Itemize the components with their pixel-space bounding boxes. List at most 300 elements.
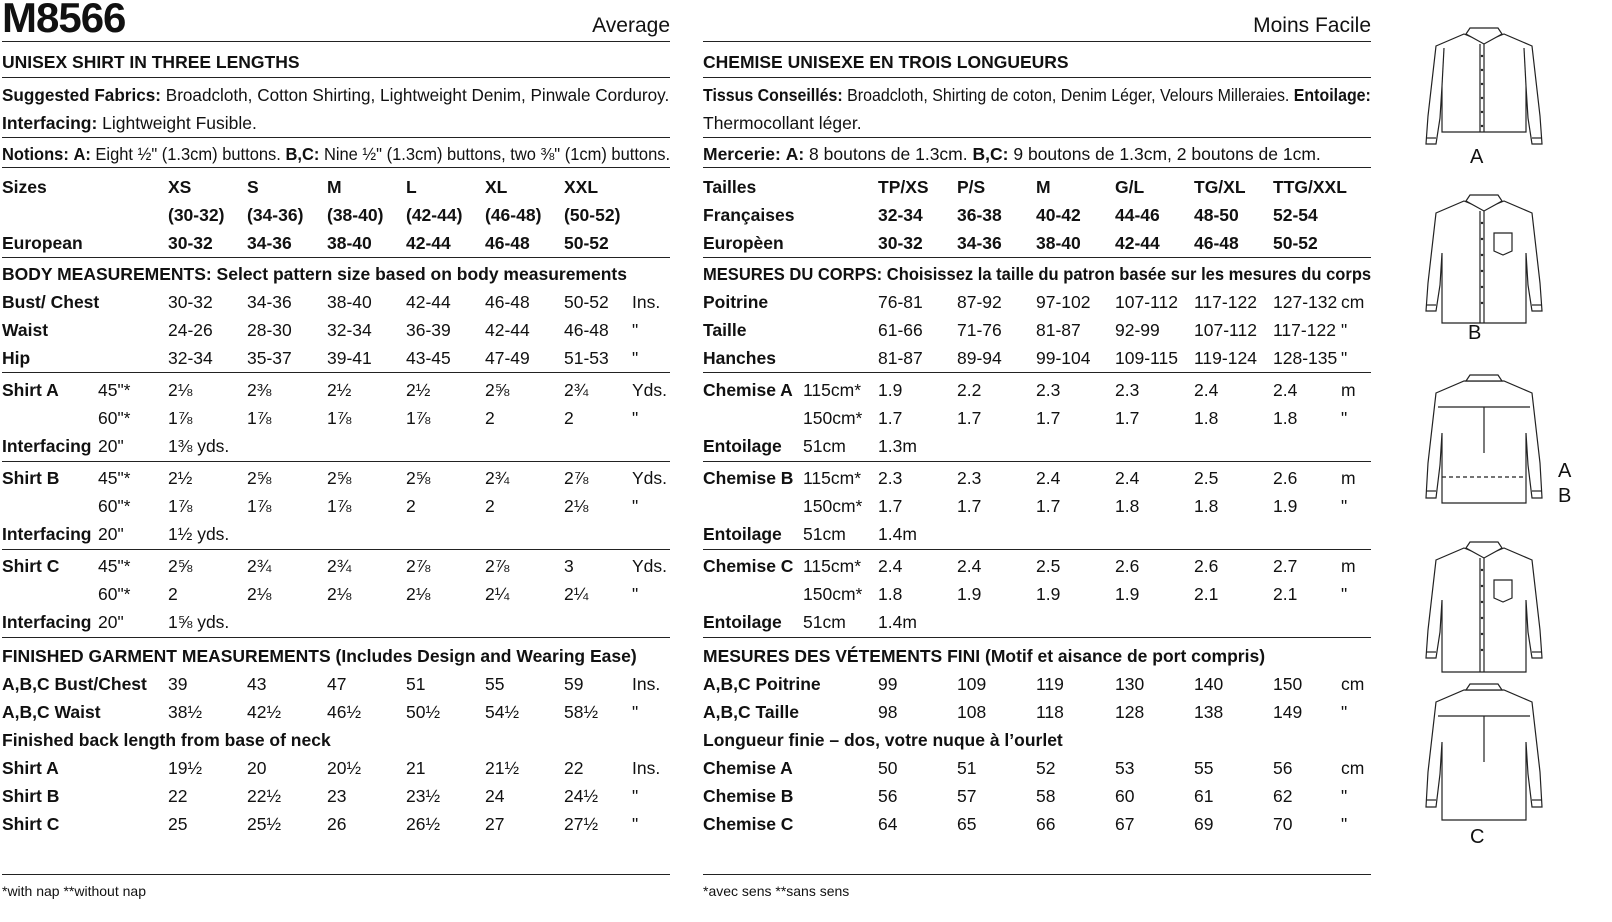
value-cell: 99	[878, 674, 898, 694]
shirt-label: Shirt C	[2, 556, 60, 576]
value-cell: 64	[878, 814, 898, 834]
value-cell: 22½	[247, 786, 282, 806]
finished-heading-note: (Motif et aisance de port compris)	[985, 646, 1266, 666]
value-cell: 70	[1273, 814, 1293, 834]
value-cell: 1.7	[1036, 496, 1061, 516]
value-cell: 97-102	[1036, 292, 1091, 312]
fabrics-text: Broadcloth, Cotton Shirting, Lightweight Denim, Pinwale Corduroy.	[165, 85, 670, 105]
value-cell: 1.8	[878, 584, 903, 604]
finished-label: A,B,C Waist	[2, 702, 101, 722]
interfacing-value: 1½ yds.	[168, 524, 230, 544]
value-cell: 26	[327, 814, 347, 834]
pattern-number: M8566	[2, 0, 126, 41]
divider	[2, 257, 670, 258]
value-cell: XXL	[564, 177, 599, 197]
unit: Ins.	[632, 674, 661, 694]
value-cell: 27½	[564, 814, 599, 834]
interfacing-label: Interfacing:	[2, 113, 98, 133]
difficulty-en: Average	[592, 14, 670, 37]
unit: Yds.	[632, 380, 668, 400]
value-cell: TTG/XXL	[1273, 177, 1347, 197]
value-cell: 2⅞	[485, 556, 510, 576]
unit: "	[1341, 408, 1348, 428]
back-heading-row	[2, 727, 670, 753]
back-label: Shirt A	[2, 758, 59, 778]
finished-row	[703, 699, 1371, 725]
value-cell: 128	[1115, 702, 1145, 722]
divider	[703, 372, 1371, 373]
interfacing-text: Lightweight Fusible.	[102, 113, 257, 133]
unit: "	[1341, 348, 1348, 368]
value-cell: 50½	[406, 702, 441, 722]
value-cell: 20½	[327, 758, 362, 778]
sketch-label-b-back: B	[1558, 485, 1572, 507]
value-cell: 2.4	[1036, 468, 1061, 488]
notions-bc-label: B,C:	[972, 144, 1009, 164]
divider	[2, 167, 670, 168]
interfacing-row	[703, 609, 1371, 635]
value-cell: 50	[878, 758, 898, 778]
divider	[703, 637, 1371, 638]
value-cell: 30-32	[168, 233, 213, 253]
divider	[703, 874, 1371, 875]
fabric-width: 115cm*	[803, 556, 862, 576]
value-cell: 92-99	[1115, 320, 1160, 340]
interfacing-row	[703, 433, 1371, 459]
unit: "	[632, 702, 639, 722]
fabric-width: 20"	[98, 436, 124, 456]
difficulty-fr: Moins Facile	[1253, 14, 1371, 37]
fabric-width: 115cm*	[803, 468, 862, 488]
value-cell: 1⅞	[406, 408, 431, 428]
yardage-row	[2, 465, 670, 491]
value-cell: 38-40	[327, 292, 372, 312]
shirt-label: Chemise C	[703, 556, 794, 576]
garment-sketches	[1400, 0, 1612, 922]
shirt-a-front-sketch	[1414, 26, 1554, 161]
value-cell: 2.6	[1273, 468, 1298, 488]
value-cell: 38-40	[327, 233, 372, 253]
value-cell: 46-48	[485, 233, 530, 253]
value-cell: 22	[564, 758, 584, 778]
value-cell: 2¾	[564, 380, 589, 400]
yardage-row	[2, 493, 670, 519]
value-cell: 27	[485, 814, 505, 834]
title-fr: CHEMISE UNISEXE EN TROIS LONGUEURS	[703, 52, 1069, 72]
notions-bc-text: 9 boutons de 1.3cm, 2 boutons de 1cm.	[1013, 144, 1321, 164]
interfacing-text: Thermocollant léger.	[703, 113, 862, 133]
value-cell: 98	[878, 702, 898, 722]
shirt-b-front-sketch	[1414, 193, 1554, 328]
value-cell: 2.1	[1194, 584, 1219, 604]
value-cell: 2⅛	[168, 380, 193, 400]
footnote-fr: *avec sens **sans sens	[703, 883, 850, 899]
value-cell: 2⅛	[327, 584, 352, 604]
value-cell: 81-87	[1036, 320, 1081, 340]
back-label: Chemise B	[703, 786, 794, 806]
divider	[703, 137, 1371, 138]
value-cell: 117-122	[1194, 292, 1257, 312]
value-cell: 67	[1115, 814, 1135, 834]
value-cell: 1.8	[1115, 496, 1140, 516]
value-cell: 1.9	[878, 380, 903, 400]
back-label: Shirt C	[2, 814, 60, 834]
value-cell: 51-53	[564, 348, 609, 368]
interfacing-label: Entoilage	[703, 436, 782, 456]
unit: cm	[1341, 674, 1365, 694]
value-cell: 1⅞	[247, 496, 272, 516]
value-cell: 19½	[168, 758, 203, 778]
fabrics-fr	[703, 82, 1371, 108]
value-cell: 46-48	[1194, 233, 1239, 253]
yardage-row	[2, 377, 670, 403]
divider	[2, 41, 670, 42]
fabric-width: 60"*	[98, 408, 131, 428]
finished-heading-note: (Includes Design and Wearing Ease)	[335, 646, 637, 666]
divider	[2, 137, 670, 138]
value-cell: 42-44	[406, 292, 451, 312]
european-row	[2, 230, 670, 256]
value-cell: 28-30	[247, 320, 292, 340]
unit: "	[1341, 496, 1348, 516]
value-cell: 119	[1036, 674, 1064, 694]
measure-label: Taille	[703, 320, 747, 340]
value-cell: 1.8	[1194, 496, 1219, 516]
value-cell: 54½	[485, 702, 520, 722]
notions-a-label: A:	[785, 144, 805, 164]
yardage-row	[703, 377, 1371, 403]
interfacing-row	[2, 521, 670, 547]
finished-row	[2, 671, 670, 697]
interfacing-en	[2, 110, 670, 136]
value-cell: 50-52	[564, 292, 609, 312]
fabric-width: 20"	[98, 612, 124, 632]
body-row	[2, 345, 670, 371]
yardage-row	[2, 553, 670, 579]
value-cell: 2⅝	[247, 468, 272, 488]
value-cell: 55	[1194, 758, 1214, 778]
value-cell: 2⅝	[406, 468, 431, 488]
value-cell: 24-26	[168, 320, 213, 340]
value-cell: 107-112	[1115, 292, 1178, 312]
value-cell: 1.7	[878, 408, 903, 428]
finished-label: A,B,C Bust/Chest	[2, 674, 147, 694]
value-cell: 38-40	[1036, 233, 1081, 253]
notions-label: Mercerie:	[703, 144, 781, 164]
value-cell: 20	[247, 758, 267, 778]
unit: "	[632, 408, 639, 428]
value-cell: 3	[564, 556, 574, 576]
value-cell: 1.7	[957, 408, 982, 428]
notions-bc-label: B,C:	[285, 144, 320, 164]
back-label: Chemise A	[703, 758, 793, 778]
sizes-label: Tailles	[703, 177, 757, 197]
value-cell: 2½	[168, 468, 193, 488]
value-cell: 2.5	[1194, 468, 1219, 488]
value-cell: 2¾	[247, 556, 272, 576]
fabrics-label: Suggested Fabrics:	[2, 85, 161, 105]
value-cell: 2⅛	[247, 584, 272, 604]
value-cell: 1⅞	[327, 408, 352, 428]
value-cell: 46-48	[485, 292, 530, 312]
value-cell: 2.2	[957, 380, 982, 400]
unit: Yds.	[632, 556, 668, 576]
value-cell: 2⅝	[485, 380, 510, 400]
fabric-width: 45"*	[98, 380, 131, 400]
interfacing-value: 1⅝ yds.	[168, 612, 230, 632]
value-cell: 1.7	[1115, 408, 1140, 428]
interfacing-value: 1⅜ yds.	[168, 436, 230, 456]
back-row	[2, 811, 670, 837]
fabric-width: 45"*	[98, 556, 131, 576]
value-cell: 1⅞	[168, 496, 193, 516]
value-cell: 36-39	[406, 320, 451, 340]
value-cell: 59	[564, 674, 584, 694]
body-heading: BODY MEASUREMENTS: Select pattern size based on body measurements	[2, 264, 627, 284]
value-cell: 23½	[406, 786, 441, 806]
value-cell: 2.4	[878, 556, 903, 576]
value-cell: 149	[1273, 702, 1303, 722]
value-cell: 56	[1273, 758, 1293, 778]
value-cell: 51	[406, 674, 426, 694]
value-cell: 2	[485, 408, 495, 428]
measure-label: Hanches	[703, 348, 776, 368]
value-cell: 43-45	[406, 348, 451, 368]
sizes-sub-label: Françaises	[703, 205, 795, 225]
value-cell: 40-42	[1036, 205, 1081, 225]
yardage-row	[703, 553, 1371, 579]
interfacing-label: Entoilage	[703, 524, 782, 544]
unit: "	[632, 348, 639, 368]
value-cell: TP/XS	[878, 177, 929, 197]
title-en: UNISEX SHIRT IN THREE LENGTHS	[2, 52, 300, 72]
divider	[703, 167, 1371, 168]
value-cell: (46-48)	[485, 205, 542, 225]
value-cell: 61-66	[878, 320, 923, 340]
sketch-label-a-back: A	[1558, 460, 1572, 482]
body-row	[2, 289, 670, 315]
unit: "	[632, 320, 639, 340]
value-cell: 2⅝	[168, 556, 193, 576]
divider	[703, 41, 1371, 42]
finished-label: A,B,C Taille	[703, 702, 799, 722]
measure-label: Waist	[2, 320, 49, 340]
value-cell: 2.3	[1036, 380, 1061, 400]
value-cell: (30-32)	[168, 205, 225, 225]
body-heading-row	[2, 261, 670, 287]
value-cell: 2⅝	[327, 468, 352, 488]
value-cell: 50-52	[564, 233, 609, 253]
fabric-width: 150cm*	[803, 408, 863, 428]
interfacing-label: Interfacing	[2, 436, 92, 456]
value-cell: 39-41	[327, 348, 372, 368]
divider	[2, 372, 670, 373]
unit: m	[1341, 468, 1356, 488]
value-cell: 2	[564, 408, 574, 428]
back-length-heading: Longueur finie – dos, votre nuque à l’ourlet	[703, 730, 1063, 750]
fabrics-text: Broadcloth, Shirting de coton, Denim Léger, Velours Milleraies.	[847, 85, 1290, 105]
value-cell: 1.9	[1273, 496, 1298, 516]
value-cell: 127-132	[1273, 292, 1338, 312]
value-cell: 60	[1115, 786, 1135, 806]
value-cell: 109-115	[1115, 348, 1178, 368]
fabric-width: 51cm	[803, 524, 846, 544]
value-cell: 2.1	[1273, 584, 1298, 604]
value-cell: L	[406, 177, 417, 197]
value-cell: 50-52	[1273, 233, 1318, 253]
interfacing-label: Entoilage:	[1293, 85, 1371, 105]
interfacing-label: Entoilage	[703, 612, 782, 632]
value-cell: 2⅜	[247, 380, 272, 400]
interfacing-row	[2, 433, 670, 459]
unit: "	[1341, 584, 1348, 604]
sketch-label-c: C	[1470, 826, 1485, 848]
value-cell: 26½	[406, 814, 441, 834]
divider	[2, 637, 670, 638]
value-cell: 2.4	[957, 556, 982, 576]
value-cell: 1⅞	[327, 496, 352, 516]
yardage-row	[2, 581, 670, 607]
fabric-width: 150cm*	[803, 584, 863, 604]
european-label: Europèen	[703, 233, 784, 253]
measure-label: Hip	[2, 348, 31, 368]
divider	[2, 77, 670, 78]
value-cell: 108	[957, 702, 987, 722]
value-cell: 138	[1194, 702, 1224, 722]
value-cell: 2¼	[485, 584, 510, 604]
body-row	[703, 317, 1371, 343]
value-cell: 46-48	[564, 320, 609, 340]
value-cell: 62	[1273, 786, 1293, 806]
back-row	[2, 783, 670, 809]
value-cell: 76-81	[878, 292, 923, 312]
interfacing-value: 1.4m	[878, 524, 917, 544]
fabric-width: 60"*	[98, 496, 131, 516]
value-cell: 2.4	[1115, 468, 1140, 488]
back-length-heading: Finished back length from base of neck	[2, 730, 331, 750]
value-cell: 1.9	[957, 584, 982, 604]
unit: "	[632, 496, 639, 516]
value-cell: 2⅛	[406, 584, 431, 604]
value-cell: (38-40)	[327, 205, 384, 225]
divider	[703, 77, 1371, 78]
fabric-width: 60"*	[98, 584, 131, 604]
value-cell: 44-46	[1115, 205, 1160, 225]
interfacing-row	[2, 609, 670, 635]
value-cell: 42-44	[406, 233, 451, 253]
notions-a-text: 8 boutons de 1.3cm.	[809, 144, 968, 164]
unit: Yds.	[632, 468, 668, 488]
value-cell: 99-104	[1036, 348, 1091, 368]
value-cell: 22	[168, 786, 188, 806]
value-cell: 42-44	[485, 320, 530, 340]
value-cell: 1.7	[957, 496, 982, 516]
value-cell: 117-122	[1273, 320, 1336, 340]
value-cell: 42½	[247, 702, 282, 722]
body-row	[2, 317, 670, 343]
unit: Ins.	[632, 292, 661, 312]
value-cell: 2.5	[1036, 556, 1061, 576]
value-cell: 21½	[485, 758, 520, 778]
sketch-label-a: A	[1470, 146, 1484, 168]
value-cell: 30-32	[168, 292, 213, 312]
value-cell: 2.6	[1194, 556, 1219, 576]
interfacing-value: 1.4m	[878, 612, 917, 632]
shirt-label: Chemise B	[703, 468, 794, 488]
value-cell: 65	[957, 814, 977, 834]
european-label: European	[2, 233, 83, 253]
interfacing-label: Interfacing	[2, 612, 92, 632]
fabrics-label: Tissus Conseillés:	[703, 85, 843, 105]
value-cell: 2⅞	[406, 556, 431, 576]
value-cell: 2	[406, 496, 416, 516]
sizes-sub-row	[2, 202, 670, 228]
value-cell: 48-50	[1194, 205, 1239, 225]
value-cell: 24½	[564, 786, 599, 806]
unit: Ins.	[632, 758, 661, 778]
fabric-width: 51cm	[803, 612, 846, 632]
yardage-row	[703, 465, 1371, 491]
back-row	[2, 755, 670, 781]
value-cell: 58½	[564, 702, 599, 722]
value-cell: 35-37	[247, 348, 292, 368]
shirt-label: Chemise A	[703, 380, 793, 400]
finished-row	[2, 699, 670, 725]
interfacing-label: Interfacing	[2, 524, 92, 544]
divider	[2, 549, 670, 550]
value-cell: 1.7	[1036, 408, 1061, 428]
value-cell: 81-87	[878, 348, 923, 368]
unit: m	[1341, 556, 1356, 576]
value-cell: 21	[406, 758, 426, 778]
value-cell: 36-38	[957, 205, 1002, 225]
value-cell: 23	[327, 786, 347, 806]
unit: "	[1341, 320, 1348, 340]
divider	[703, 549, 1371, 550]
fabric-width: 45"*	[98, 468, 131, 488]
unit: "	[1341, 814, 1348, 834]
value-cell: 2½	[327, 380, 352, 400]
value-cell: 87-92	[957, 292, 1002, 312]
notions-a-text: Eight ½" (1.3cm) buttons.	[95, 144, 281, 164]
value-cell: 2¼	[564, 584, 589, 604]
value-cell: 55	[485, 674, 505, 694]
notions-fr	[703, 141, 1371, 167]
fabrics-en	[2, 82, 670, 108]
back-heading-row	[703, 727, 1371, 753]
value-cell: 2.6	[1115, 556, 1140, 576]
shirt-label: Shirt A	[2, 380, 59, 400]
finished-heading-row	[2, 643, 670, 669]
value-cell: 107-112	[1194, 320, 1257, 340]
value-cell: 2.4	[1273, 380, 1298, 400]
yardage-row	[2, 405, 670, 431]
value-cell: G/L	[1115, 177, 1145, 197]
interfacing-fr	[703, 110, 1371, 136]
value-cell: 38½	[168, 702, 203, 722]
unit: "	[1341, 786, 1348, 806]
value-cell: 1.9	[1036, 584, 1061, 604]
fabric-width: 115cm*	[803, 380, 862, 400]
value-cell: 2.3	[878, 468, 903, 488]
value-cell: 25	[168, 814, 188, 834]
interfacing-value: 1.3m	[878, 436, 917, 456]
value-cell: 42-44	[1115, 233, 1160, 253]
value-cell: 24	[485, 786, 505, 806]
divider	[2, 874, 670, 875]
value-cell: 56	[878, 786, 898, 806]
fabric-width: 51cm	[803, 436, 846, 456]
